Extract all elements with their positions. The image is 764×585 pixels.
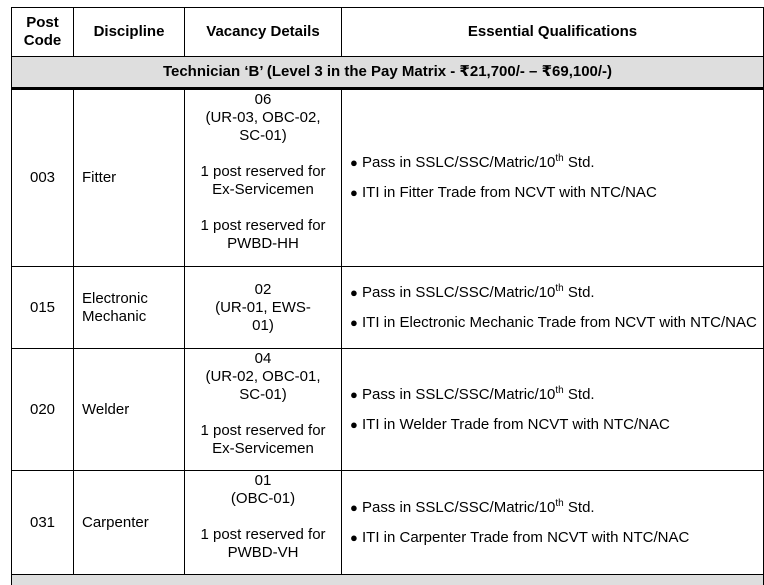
- qualification-item: ● ITI in Welder Trade from NCVT with NTC/NAC: [350, 415, 670, 433]
- bullet-icon: ●: [350, 155, 358, 170]
- pay-level-band: [12, 57, 764, 89]
- vacancy-count: 04: [254, 350, 272, 367]
- bullet-icon: ●: [350, 416, 358, 432]
- bullet-icon: ●: [350, 314, 358, 330]
- bullet-icon: ●: [350, 185, 358, 200]
- table-row: [12, 471, 764, 575]
- next-section-band: [12, 575, 764, 585]
- vacancy-count: 06: [254, 91, 272, 108]
- header-post-code: Post Code: [12, 8, 74, 57]
- vacancy-cell: [185, 471, 342, 575]
- vacancy-split: (UR-03, OBC-02, SC-01): [205, 109, 321, 144]
- post-code-cell: 003: [12, 89, 74, 267]
- bullet-icon: ●: [350, 284, 358, 300]
- pay-level-title: Technician ‘B’ (Level 3 in the Pay Matrix - ₹21,700/- – ₹69,100/-): [12, 57, 764, 89]
- vacancy-split: (UR-01, EWS-01): [215, 299, 311, 334]
- qualification-item: ● ITI in Fitter Trade from NCVT with NTC/NAC: [350, 184, 657, 201]
- qualifications-cell: [342, 267, 764, 349]
- header-essential-qualifications: Essential Qualifications: [342, 8, 764, 57]
- qualification-item: ● Pass in SSLC/SSC/Matric/10th Std.: [350, 153, 595, 171]
- vacancy-split: (OBC-01): [230, 490, 296, 507]
- vacancy-cell: [185, 267, 342, 349]
- header-discipline: Discipline: [74, 8, 185, 57]
- qualifications-cell: [342, 349, 764, 471]
- post-code-cell: 031: [12, 471, 74, 575]
- header-vacancy-details: Vacancy Details: [185, 8, 342, 57]
- bullet-icon: ●: [350, 499, 358, 515]
- header-row: [12, 8, 764, 57]
- qualification-item: ● Pass in SSLC/SSC/Matric/10th Std.: [350, 384, 595, 403]
- discipline-cell: Carpenter: [74, 471, 185, 575]
- qualifications-cell: [342, 89, 764, 267]
- reservation-note: 1 post reserved for PWBD-VH: [200, 526, 326, 561]
- bullet-icon: ●: [350, 529, 358, 545]
- post-code-cell: 015: [12, 267, 74, 349]
- table-row: [12, 267, 764, 349]
- qualification-item: ● ITI in Electronic Mechanic Trade from NCVT with NTC/NAC: [350, 313, 757, 331]
- qualification-item: ● ITI in Carpenter Trade from NCVT with NTC/NAC: [350, 528, 690, 546]
- bullet-icon: ●: [350, 386, 358, 402]
- reservation-note: 1 post reserved for Ex-Servicemen: [200, 163, 326, 198]
- vacancy-count: 02: [254, 281, 272, 298]
- reservation-note: 1 post reserved for PWBD-HH: [200, 217, 326, 252]
- reservation-note: 1 post reserved for Ex-Servicemen: [200, 422, 326, 457]
- qualifications-cell: [342, 471, 764, 575]
- table-row: [12, 89, 764, 267]
- discipline-cell: Welder: [74, 349, 185, 471]
- vacancy-table: [11, 7, 764, 585]
- vacancy-count: 01: [254, 472, 272, 489]
- discipline-cell: Fitter: [74, 89, 185, 267]
- vacancy-cell: [185, 349, 342, 471]
- discipline-cell: Electronic Mechanic: [74, 267, 185, 349]
- vacancy-split: (UR-02, OBC-01, SC-01): [205, 368, 321, 403]
- post-code-cell: 020: [12, 349, 74, 471]
- qualification-item: ● Pass in SSLC/SSC/Matric/10th Std.: [350, 497, 595, 516]
- vacancy-cell: [185, 89, 342, 267]
- table-row: [12, 349, 764, 471]
- qualification-item: ● Pass in SSLC/SSC/Matric/10th Std.: [350, 282, 595, 301]
